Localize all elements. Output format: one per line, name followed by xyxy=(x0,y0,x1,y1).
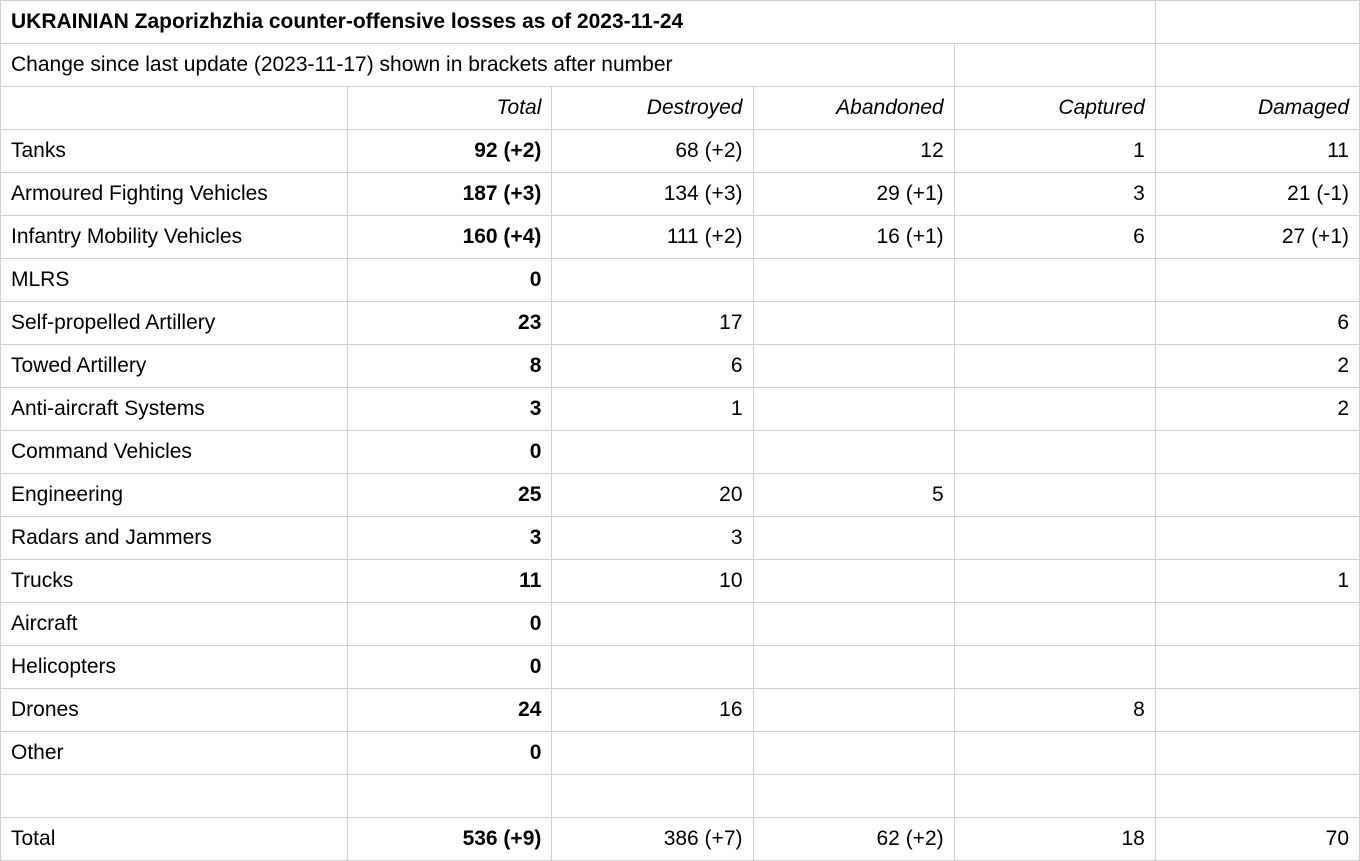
cell-total: 3 xyxy=(348,517,552,560)
column-header-destroyed: Destroyed xyxy=(552,87,753,130)
row-label-total: Total xyxy=(1,818,348,861)
cell-total: 0 xyxy=(348,646,552,689)
cell-total: 24 xyxy=(348,689,552,732)
table-row xyxy=(1,689,1360,732)
cell-damaged: 6 xyxy=(1155,302,1359,345)
cell-captured xyxy=(954,775,1155,818)
cell-total: 23 xyxy=(348,302,552,345)
cell-destroyed: 68 (+2) xyxy=(552,130,753,173)
cell-abandoned xyxy=(753,431,954,474)
cell-damaged: 1 xyxy=(1155,560,1359,603)
cell-captured: 3 xyxy=(954,173,1155,216)
cell-abandoned xyxy=(753,603,954,646)
table-row xyxy=(1,345,1360,388)
cell-total: 3 xyxy=(348,388,552,431)
cell-destroyed xyxy=(552,646,753,689)
cell-damaged xyxy=(1155,517,1359,560)
cell-damaged: 70 xyxy=(1155,818,1359,861)
cell-captured xyxy=(954,474,1155,517)
subtitle-row-empty-cell-1 xyxy=(954,44,1155,87)
table-row xyxy=(1,603,1360,646)
row-label: MLRS xyxy=(1,259,348,302)
table-header-row xyxy=(1,87,1360,130)
cell-abandoned xyxy=(753,775,954,818)
page-subtitle: Change since last update (2023-11-17) shown in brackets after number xyxy=(1,44,955,87)
cell-captured xyxy=(954,646,1155,689)
row-label: Helicopters xyxy=(1,646,348,689)
cell-damaged xyxy=(1155,431,1359,474)
cell-abandoned: 5 xyxy=(753,474,954,517)
cell-captured xyxy=(954,259,1155,302)
cell-captured xyxy=(954,732,1155,775)
row-label: Self-propelled Artillery xyxy=(1,302,348,345)
cell-abandoned xyxy=(753,560,954,603)
cell-damaged xyxy=(1155,775,1359,818)
cell-captured: 8 xyxy=(954,689,1155,732)
cell-total: 0 xyxy=(348,259,552,302)
column-header-total: Total xyxy=(348,87,552,130)
row-label: Aircraft xyxy=(1,603,348,646)
cell-captured xyxy=(954,603,1155,646)
title-row xyxy=(1,1,1360,44)
cell-destroyed xyxy=(552,431,753,474)
cell-captured xyxy=(954,388,1155,431)
cell-damaged: 21 (-1) xyxy=(1155,173,1359,216)
cell-captured xyxy=(954,431,1155,474)
cell-total: 11 xyxy=(348,560,552,603)
table-row xyxy=(1,646,1360,689)
table-row xyxy=(1,130,1360,173)
cell-captured: 6 xyxy=(954,216,1155,259)
table-row xyxy=(1,388,1360,431)
cell-abandoned xyxy=(753,302,954,345)
row-label: Drones xyxy=(1,689,348,732)
table-row xyxy=(1,431,1360,474)
row-label: Command Vehicles xyxy=(1,431,348,474)
cell-total: 536 (+9) xyxy=(348,818,552,861)
cell-abandoned xyxy=(753,259,954,302)
cell-damaged: 2 xyxy=(1155,388,1359,431)
cell-destroyed xyxy=(552,259,753,302)
cell-destroyed: 20 xyxy=(552,474,753,517)
cell-abandoned: 12 xyxy=(753,130,954,173)
cell-damaged xyxy=(1155,603,1359,646)
table-row xyxy=(1,732,1360,775)
cell-captured: 1 xyxy=(954,130,1155,173)
table-total-row xyxy=(1,818,1360,861)
cell-destroyed: 17 xyxy=(552,302,753,345)
cell-abandoned xyxy=(753,646,954,689)
cell-damaged: 11 xyxy=(1155,130,1359,173)
column-header-abandoned: Abandoned xyxy=(753,87,954,130)
cell-destroyed: 111 (+2) xyxy=(552,216,753,259)
row-label: Infantry Mobility Vehicles xyxy=(1,216,348,259)
cell-destroyed: 10 xyxy=(552,560,753,603)
cell-total xyxy=(348,775,552,818)
column-header-damaged: Damaged xyxy=(1155,87,1359,130)
column-header-category xyxy=(1,87,348,130)
cell-abandoned xyxy=(753,689,954,732)
cell-destroyed: 3 xyxy=(552,517,753,560)
cell-destroyed: 16 xyxy=(552,689,753,732)
row-label: Armoured Fighting Vehicles xyxy=(1,173,348,216)
table-row xyxy=(1,259,1360,302)
subtitle-row-empty-cell-2 xyxy=(1155,44,1359,87)
cell-total: 92 (+2) xyxy=(348,130,552,173)
cell-total: 0 xyxy=(348,603,552,646)
table-row xyxy=(1,474,1360,517)
cell-damaged xyxy=(1155,259,1359,302)
cell-destroyed: 386 (+7) xyxy=(552,818,753,861)
cell-abandoned xyxy=(753,388,954,431)
column-header-captured: Captured xyxy=(954,87,1155,130)
cell-abandoned xyxy=(753,345,954,388)
table-row xyxy=(1,302,1360,345)
table-row xyxy=(1,216,1360,259)
cell-total: 8 xyxy=(348,345,552,388)
cell-abandoned: 29 (+1) xyxy=(753,173,954,216)
cell-captured xyxy=(954,517,1155,560)
cell-abandoned xyxy=(753,732,954,775)
title-row-empty-cell xyxy=(1155,1,1359,44)
row-label: Engineering xyxy=(1,474,348,517)
cell-total: 0 xyxy=(348,431,552,474)
row-label: Trucks xyxy=(1,560,348,603)
cell-damaged xyxy=(1155,689,1359,732)
page-title: UKRAINIAN Zaporizhzhia counter-offensive losses as of 2023-11-24 xyxy=(1,1,1156,44)
cell-damaged: 27 (+1) xyxy=(1155,216,1359,259)
subtitle-row xyxy=(1,44,1360,87)
cell-destroyed xyxy=(552,732,753,775)
cell-abandoned: 62 (+2) xyxy=(753,818,954,861)
table-row xyxy=(1,560,1360,603)
cell-captured xyxy=(954,560,1155,603)
cell-destroyed xyxy=(552,603,753,646)
cell-destroyed: 134 (+3) xyxy=(552,173,753,216)
row-label: Anti-aircraft Systems xyxy=(1,388,348,431)
cell-destroyed xyxy=(552,775,753,818)
table-row-spacer xyxy=(1,775,1360,818)
cell-total: 0 xyxy=(348,732,552,775)
row-label: Other xyxy=(1,732,348,775)
row-label xyxy=(1,775,348,818)
cell-total: 25 xyxy=(348,474,552,517)
cell-captured xyxy=(954,302,1155,345)
cell-abandoned xyxy=(753,517,954,560)
cell-captured xyxy=(954,345,1155,388)
row-label: Radars and Jammers xyxy=(1,517,348,560)
row-label: Towed Artillery xyxy=(1,345,348,388)
cell-abandoned: 16 (+1) xyxy=(753,216,954,259)
cell-total: 187 (+3) xyxy=(348,173,552,216)
cell-total: 160 (+4) xyxy=(348,216,552,259)
table-row xyxy=(1,517,1360,560)
cell-captured: 18 xyxy=(954,818,1155,861)
cell-destroyed: 1 xyxy=(552,388,753,431)
row-label: Tanks xyxy=(1,130,348,173)
cell-damaged xyxy=(1155,474,1359,517)
cell-damaged xyxy=(1155,646,1359,689)
table-row xyxy=(1,173,1360,216)
cell-damaged xyxy=(1155,732,1359,775)
cell-destroyed: 6 xyxy=(552,345,753,388)
cell-damaged: 2 xyxy=(1155,345,1359,388)
